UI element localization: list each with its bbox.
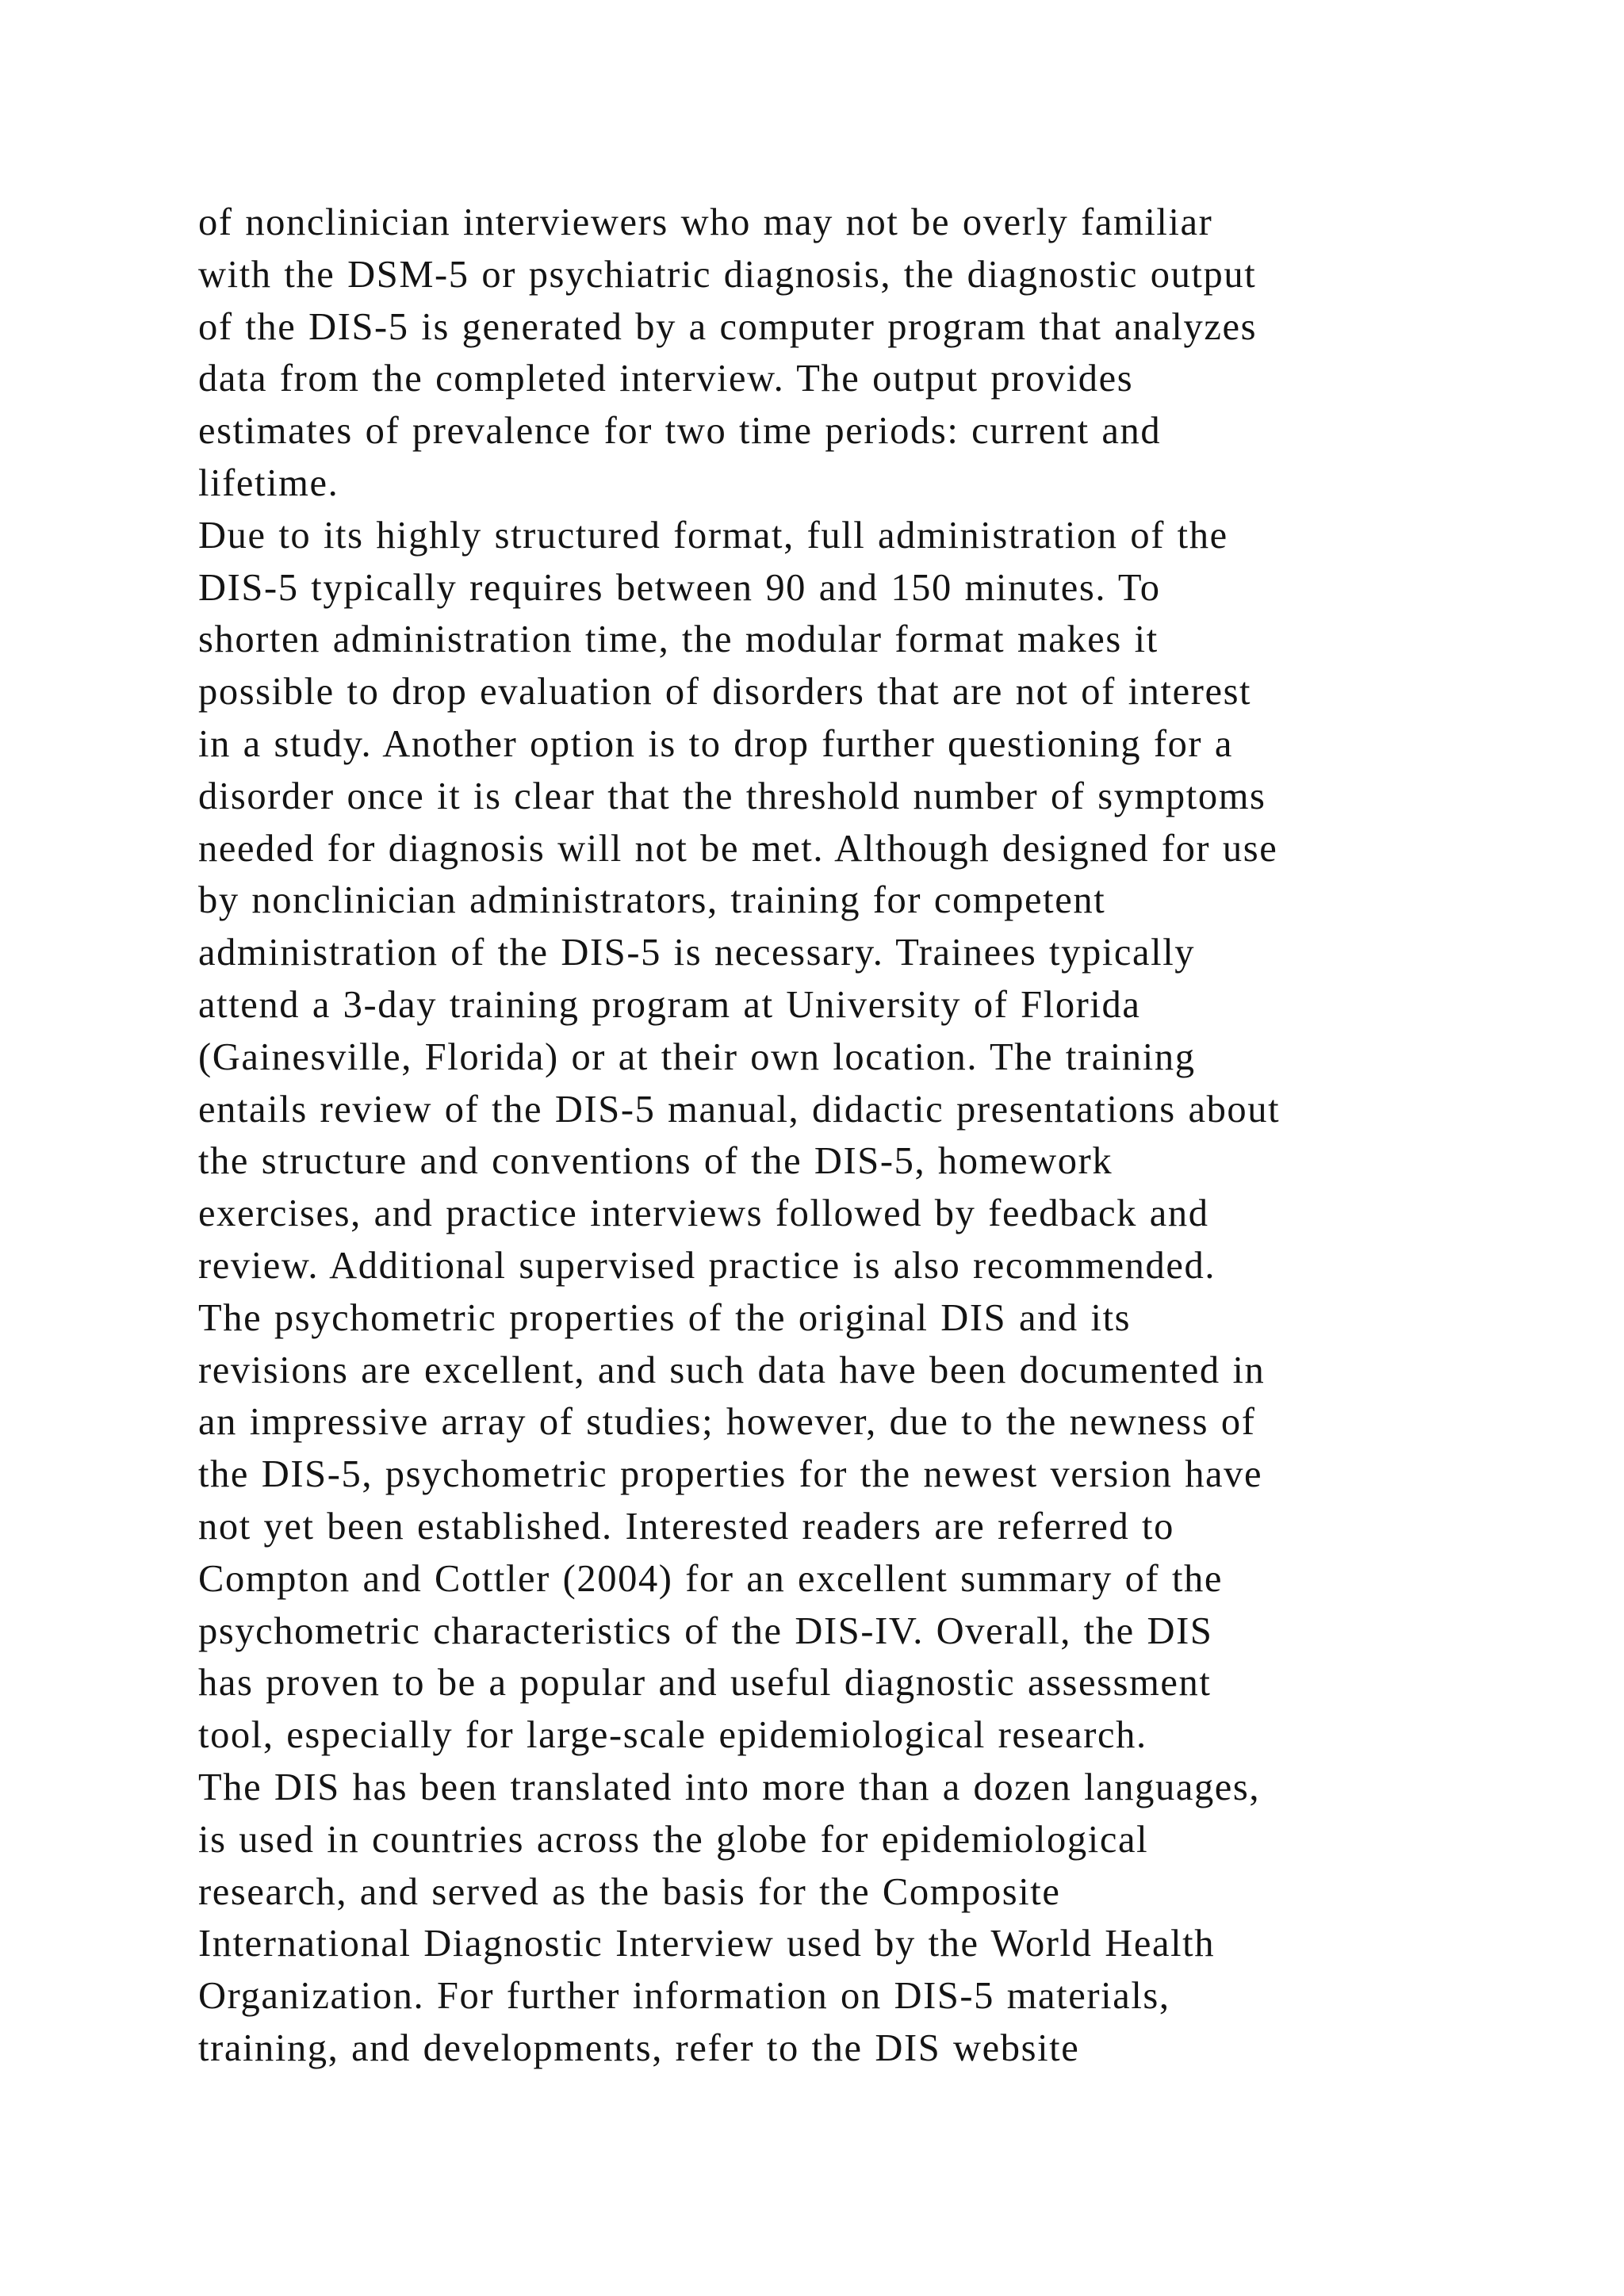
text-line: of the DIS-5 is generated by a computer program that analyzes xyxy=(198,305,1258,348)
text-line: lifetime. xyxy=(198,461,339,504)
text-line: research, and served as the basis for the Composite xyxy=(198,1870,1061,1913)
text-line: is used in countries across the globe for epidemiological xyxy=(198,1818,1149,1861)
text-line: data from the completed interview. The output provides xyxy=(198,358,1134,400)
text-line: tool, especially for large-scale epidemiological research. xyxy=(198,1714,1147,1757)
text-line: review. Additional supervised practice is also recommended. xyxy=(198,1244,1216,1287)
text-line: possible to drop evaluation of disorders that are not of interest xyxy=(198,671,1252,714)
text-line: exercises, and practice interviews followed by feedback and xyxy=(198,1192,1209,1235)
text-line: International Diagnostic Interview used by the World Health xyxy=(198,1923,1216,1965)
text-line: The psychometric properties of the original DIS and its xyxy=(198,1296,1132,1339)
text-line: the structure and conventions of the DIS-5, homework xyxy=(198,1140,1113,1183)
text-line: an impressive array of studies; however, due to the newness of xyxy=(198,1401,1256,1444)
text-line: not yet been established. Interested readers are referred to xyxy=(198,1505,1174,1548)
text-line: entails review of the DIS-5 manual, didactic presentations about xyxy=(198,1088,1281,1131)
text-line: shorten administration time, the modular format makes it xyxy=(198,618,1159,661)
text-line: the DIS-5, psychometric properties for the newest version have xyxy=(198,1453,1263,1496)
text-line: estimates of prevalence for two time periods: current and xyxy=(198,410,1162,453)
text-line: The DIS has been translated into more than a dozen languages, xyxy=(198,1766,1261,1808)
text-line: training, and developments, refer to the DIS website xyxy=(198,2026,1080,2069)
text-line: has proven to be a popular and useful diagnostic assessment xyxy=(198,1662,1212,1705)
text-line: DIS-5 typically requires between 90 and 150 minutes. To xyxy=(198,566,1161,609)
text-line: with the DSM-5 or psychiatric diagnosis, the diagnostic output xyxy=(198,253,1257,296)
text-line: revisions are excellent, and such data have been documented in xyxy=(198,1349,1266,1391)
text-line: (Gainesville, Florida) or at their own location. The training xyxy=(198,1035,1196,1078)
text-line: attend a 3-day training program at University of Florida xyxy=(198,983,1141,1026)
text-line: of nonclinician interviewers who may not be overly familiar xyxy=(198,201,1213,243)
text-line: in a study. Another option is to drop further questioning for a xyxy=(198,722,1234,765)
text-line: by nonclinician administrators, training for competent xyxy=(198,879,1106,922)
text-line: Compton and Cottler (2004) for an excellent summary of the xyxy=(198,1557,1224,1600)
text-line: needed for diagnosis will not be met. Although designed for use xyxy=(198,827,1278,870)
text-line: psychometric characteristics of the DIS-IV. Overall, the DIS xyxy=(198,1609,1213,1652)
text-line: disorder once it is clear that the threshold number of symptoms xyxy=(198,775,1266,817)
body-text xyxy=(198,197,1515,2075)
text-line: administration of the DIS-5 is necessary. Trainees typically xyxy=(198,932,1196,974)
text-line: Due to its highly structured format, full administration of the xyxy=(198,514,1228,557)
text-line: Organization. For further information on DIS-5 materials, xyxy=(198,1975,1170,2018)
